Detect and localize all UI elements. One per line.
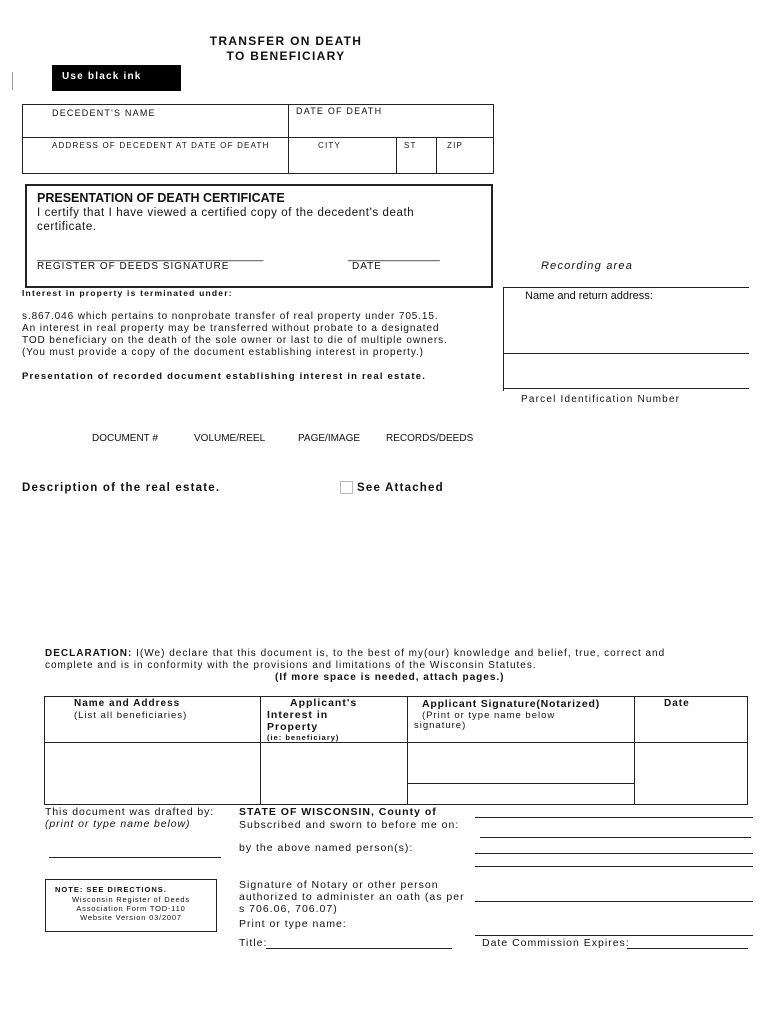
name-address-subheader: (List all beneficiaries)	[74, 710, 188, 721]
subscribed-sworn-label: Subscribed and sworn to before me on:	[239, 819, 460, 831]
certificate-statement: I certify that I have viewed a certified copy of the decedent's death certificate.	[37, 207, 415, 233]
see-attached-label: See Attached	[357, 482, 444, 494]
volume-reel-field[interactable]: VOLUME/REEL	[194, 433, 266, 444]
print-name-line[interactable]	[475, 935, 753, 936]
interest-line-3: TOD beneficiary on the death of the sole owner or last to die of multiple owners.	[22, 335, 448, 346]
certificate-heading: PRESENTATION OF DEATH CERTIFICATE	[37, 191, 285, 205]
black-ink-badge: Use black ink	[52, 65, 181, 91]
directions-line-3: Website Version 03/2007	[80, 913, 182, 922]
notary-signature-label-3: s 706.06, 706.07)	[239, 903, 338, 915]
interest-line-2: An interest in real property may be transferred without probate to a designated	[22, 323, 440, 334]
recording-area-label: Recording area	[541, 260, 634, 272]
sworn-date-line[interactable]	[480, 837, 751, 838]
directions-line-1: Wisconsin Register of Deeds	[72, 895, 190, 904]
notary-state-county: STATE OF WISCONSIN, County of	[239, 806, 437, 818]
form-title-line1: TRANSFER ON DEATH	[209, 34, 363, 48]
interest-line-4: (You must provide a copy of the document establishing interest in property.)	[22, 347, 424, 358]
title-line[interactable]	[266, 948, 452, 949]
description-label: Description of the real estate.	[22, 482, 221, 494]
document-number-field[interactable]: DOCUMENT #	[92, 433, 158, 444]
interest-header-line1: Applicant's	[290, 697, 358, 709]
decedent-name-field[interactable]: DECEDENT'S NAME	[52, 108, 156, 118]
form-title-line2: TO BENEFICIARY	[226, 49, 346, 63]
records-deeds-field[interactable]: RECORDS/DEEDS	[386, 433, 474, 444]
name-address-header: Name and Address	[74, 698, 181, 709]
see-attached-checkbox[interactable]	[340, 481, 353, 494]
declaration-note: (If more space is needed, attach pages.)	[275, 672, 505, 683]
declaration-text-1: I(We) declare that this document is, to the best of my(our) knowledge and belief, true, correct and	[132, 648, 666, 659]
register-signature-label: REGISTER OF DEEDS SIGNATURE	[37, 261, 230, 272]
drafted-by-line[interactable]	[49, 857, 221, 858]
notary-signature-label-1: Signature of Notary or other person	[239, 879, 439, 891]
date-of-death-field[interactable]: DATE OF DEATH	[296, 106, 383, 116]
print-name-label: Print or type name:	[239, 918, 347, 930]
applicant-interest-cell[interactable]	[261, 743, 406, 804]
declaration-line-1	[45, 648, 665, 659]
beneficiary-name-cell[interactable]	[45, 743, 259, 804]
declaration-label: DECLARATION:	[45, 648, 133, 659]
st-col-divider	[396, 137, 397, 174]
drafted-by-label: This document was drafted by:	[45, 806, 215, 818]
decedent-address-field[interactable]: ADDRESS OF DECEDENT AT DATE OF DEATH	[52, 141, 270, 150]
zip-col-divider	[436, 137, 437, 174]
commission-expires-line[interactable]	[627, 948, 748, 949]
named-persons-label: by the above named person(s):	[239, 842, 414, 854]
return-address-line[interactable]	[503, 353, 749, 354]
page-image-field[interactable]: PAGE/IMAGE	[298, 433, 361, 444]
interest-header-line2: Interest in	[267, 709, 329, 721]
named-persons-line-1[interactable]	[475, 853, 753, 854]
recording-top-line	[503, 287, 749, 288]
recording-left-line	[503, 287, 504, 391]
certificate-date-label: DATE	[352, 261, 382, 272]
commission-expires-label: Date Commission Expires:	[482, 937, 630, 949]
date-header: Date	[664, 698, 690, 709]
county-line[interactable]	[475, 817, 753, 818]
drafted-by-instruction: (print or type name below)	[45, 818, 191, 830]
decedent-col-divider	[288, 104, 289, 174]
signature-subheader-2: signature)	[414, 720, 467, 731]
directions-note: NOTE: SEE DIRECTIONS.	[55, 885, 167, 894]
directions-line-2: Association Form TOD-110	[76, 904, 186, 913]
signature-subheader-1: (Print or type name below	[422, 710, 556, 721]
named-persons-line-2[interactable]	[475, 866, 753, 867]
declaration-line-2: complete and is in conformity with the provisions and limitations of the Wisconsin Statutes.	[45, 660, 537, 671]
description-area[interactable]	[22, 500, 748, 635]
return-address-label: Name and return address:	[525, 290, 653, 302]
title-label: Title:	[239, 937, 268, 949]
parcel-number-line[interactable]	[503, 388, 749, 389]
zip-field[interactable]: ZIP	[447, 141, 464, 150]
state-field[interactable]: ST	[404, 141, 417, 150]
signature-header: Applicant Signature(Notarized)	[422, 698, 601, 710]
city-field[interactable]: CITY	[318, 141, 342, 150]
interest-line-1: s.867.046 which pertains to nonprobate transfer of real property under 705.15.	[22, 311, 439, 322]
parcel-number-label: Parcel Identification Number	[521, 394, 681, 405]
interest-heading: Interest in property is terminated under:	[22, 288, 233, 298]
applicant-date-cell[interactable]	[635, 743, 747, 804]
notary-signature-line[interactable]	[475, 901, 753, 902]
decedent-divider	[22, 137, 494, 138]
applicant-printed-name-cell[interactable]	[408, 784, 633, 804]
certificate-date-line[interactable]: _______________	[348, 250, 440, 262]
margin-mark	[12, 72, 13, 90]
notary-signature-label-2: authorized to administer an oath (as per	[239, 891, 465, 903]
register-signature-line[interactable]: _____________________________________	[37, 250, 264, 262]
interest-header-line3: Property	[267, 721, 319, 733]
applicant-signature-cell[interactable]	[408, 743, 633, 782]
presentation-recorded-doc: Presentation of recorded document establishing interest in real estate.	[22, 371, 427, 382]
interest-subheader: (ie: beneficiary)	[267, 733, 340, 742]
